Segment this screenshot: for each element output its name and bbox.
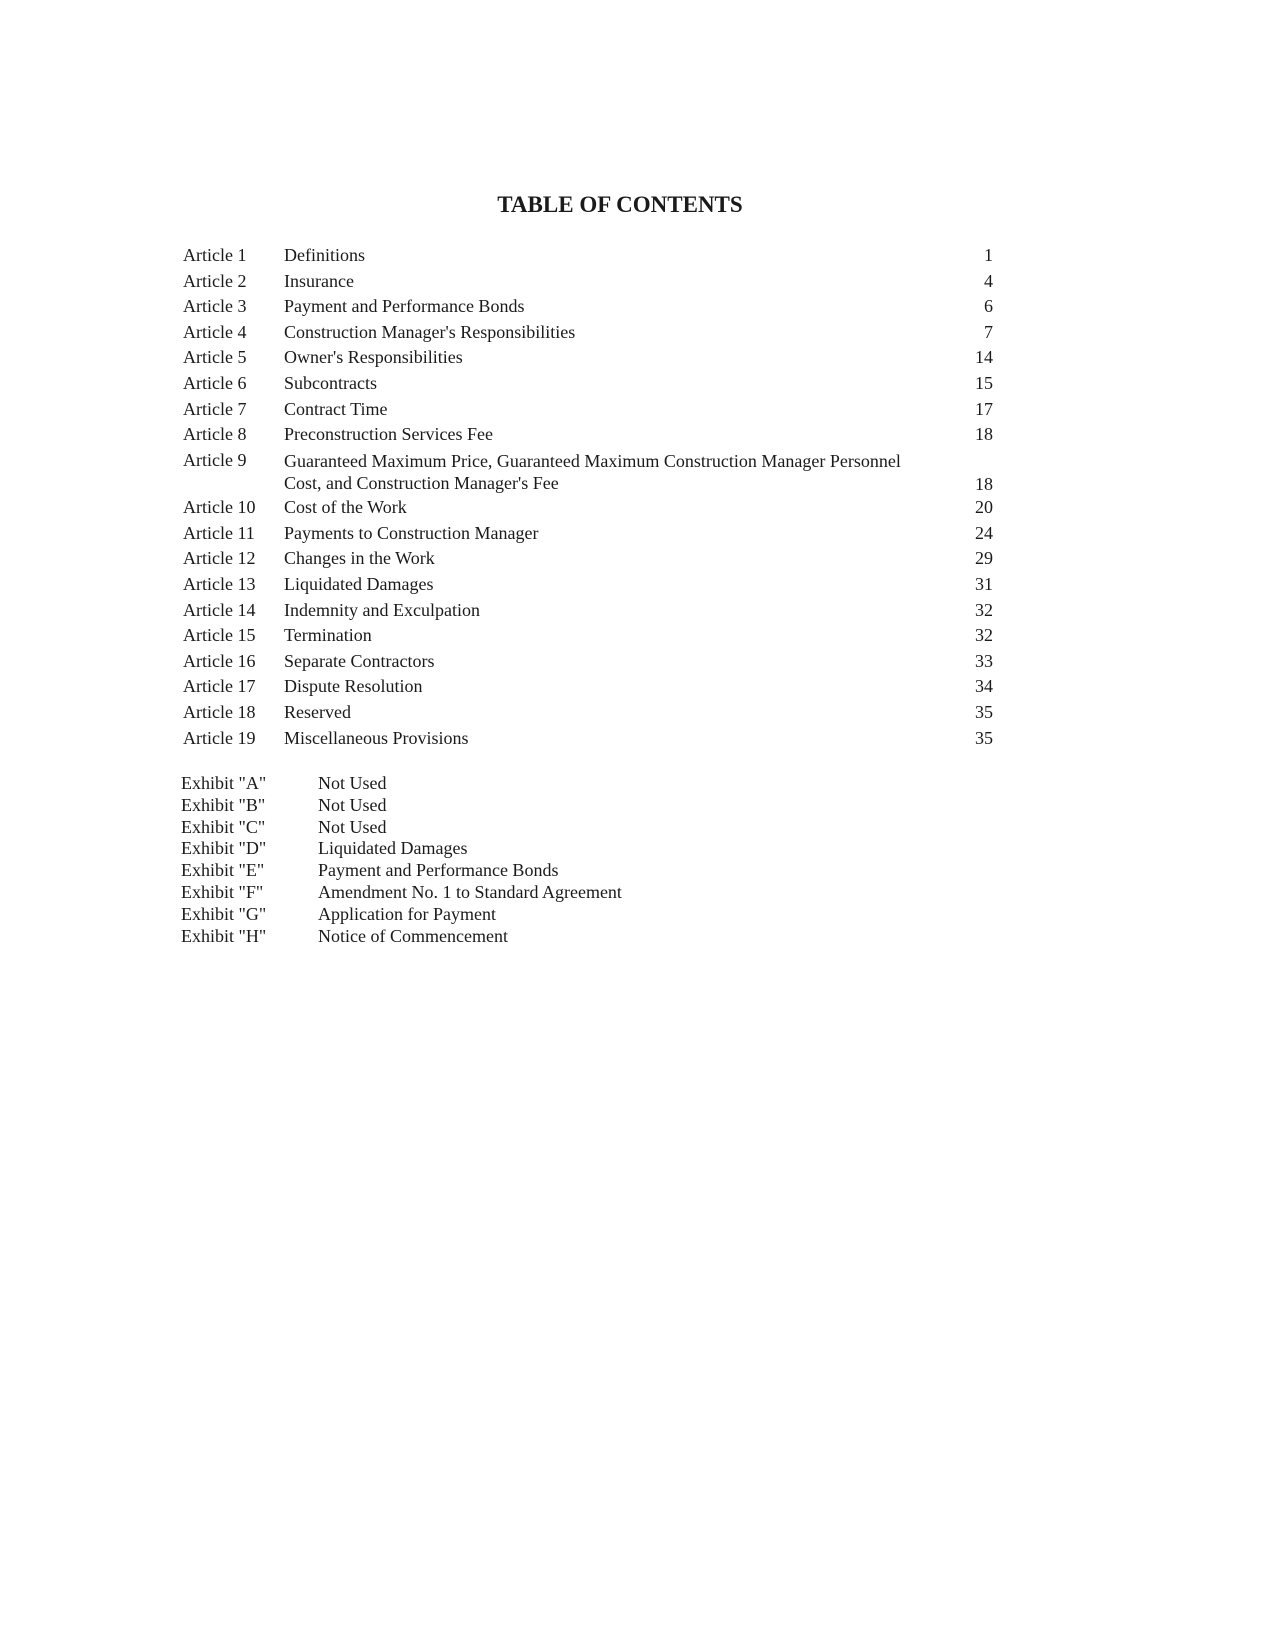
toc-entry: [183, 320, 993, 346]
article-label: Article 7: [183, 398, 247, 419]
toc-entry: [183, 495, 993, 521]
article-label: Article 1: [183, 245, 247, 265]
article-page: 33: [975, 650, 993, 671]
article-page: 7: [984, 321, 993, 342]
toc-entry: [183, 371, 993, 397]
articles-list: [183, 243, 993, 751]
article-page: 31: [975, 574, 993, 595]
article-title: Payments to Construction Manager: [284, 522, 539, 543]
exhibit-entry: [181, 773, 622, 795]
article-title: Payment and Performance Bonds: [284, 296, 525, 317]
toc-entry: [183, 294, 993, 320]
article-label: Article 15: [183, 625, 256, 646]
article-title: Indemnity and Exculpation: [284, 599, 480, 620]
exhibit-label: Exhibit "B": [181, 794, 266, 815]
article-page: 15: [975, 372, 993, 393]
toc-entry: [183, 422, 993, 448]
page-title: TABLE OF CONTENTS: [497, 192, 743, 217]
exhibit-label: Exhibit "A": [181, 773, 267, 793]
article-label: Article 11: [183, 522, 255, 543]
article-title: Reserved: [284, 702, 351, 722]
article-title: Contract Time: [284, 398, 388, 419]
article-page: 14: [975, 347, 993, 368]
exhibit-label: Exhibit "C": [181, 816, 266, 837]
exhibit-label: Exhibit "G": [181, 903, 267, 924]
article-label: Article 19: [183, 727, 256, 748]
exhibit-title: Application for Payment: [318, 903, 496, 924]
exhibit-title: Not Used: [318, 816, 387, 837]
toc-entry: [183, 448, 993, 496]
exhibit-entry: [181, 926, 622, 948]
exhibit-title: Notice of Commencement: [318, 925, 508, 946]
article-title: Liquidated Damages: [284, 574, 434, 595]
toc-entry: [183, 546, 993, 572]
article-title: Insurance: [284, 270, 354, 291]
exhibit-title: Liquidated Damages: [318, 838, 468, 859]
article-page: 32: [975, 599, 993, 620]
article-label: Article 5: [183, 347, 247, 368]
article-label: Article 17: [183, 676, 256, 697]
article-page: 17: [975, 398, 993, 419]
article-label: Article 14: [183, 599, 256, 620]
toc-entry: [183, 598, 993, 624]
toc-entry: [183, 397, 993, 423]
toc-entry: [183, 674, 993, 700]
toc-entry: [183, 521, 993, 547]
article-title: Cost of the Work: [284, 497, 407, 518]
exhibit-entry: [181, 795, 622, 817]
article-title: Definitions: [284, 245, 365, 265]
article-title: Construction Manager's Responsibilities: [284, 321, 576, 342]
article-label: Article 6: [183, 372, 247, 393]
article-title: Termination: [284, 625, 372, 646]
article-page: 18: [975, 474, 993, 495]
article-label: Article 16: [183, 650, 256, 671]
article-page: 6: [984, 296, 993, 317]
toc-entry: [183, 345, 993, 371]
toc-entry: [183, 623, 993, 649]
article-page: 24: [975, 522, 993, 543]
exhibit-entry: [181, 860, 622, 882]
article-title: Changes in the Work: [284, 548, 435, 569]
article-page: 32: [975, 625, 993, 646]
article-label: Article 9: [183, 449, 247, 470]
exhibit-entry: [181, 882, 622, 904]
article-title: Miscellaneous Provisions: [284, 727, 469, 748]
article-title: Guaranteed Maximum Price, Guaranteed Maximum Construction Manager Personnel Cost, and Construction Manager's Fee: [284, 450, 901, 493]
article-title: Subcontracts: [284, 372, 377, 393]
toc-entry: [183, 243, 993, 269]
exhibit-label: Exhibit "F": [181, 881, 264, 902]
article-label: Article 2: [183, 270, 247, 291]
toc-entry: [183, 700, 993, 726]
article-label: Article 13: [183, 574, 256, 595]
article-label: Article 18: [183, 702, 256, 722]
article-title: Dispute Resolution: [284, 676, 423, 697]
exhibits-list: [181, 773, 622, 947]
article-label: Article 3: [183, 296, 247, 317]
toc-entry: [183, 572, 993, 598]
exhibit-label: Exhibit "D": [181, 838, 267, 859]
article-label: Article 8: [183, 424, 247, 445]
article-page: 1: [984, 245, 993, 265]
article-title: Preconstruction Services Fee: [284, 424, 493, 445]
exhibit-entry: [181, 838, 622, 860]
exhibit-title: Payment and Performance Bonds: [318, 860, 559, 881]
exhibit-label: Exhibit "H": [181, 925, 267, 946]
toc-entry: [183, 649, 993, 675]
article-page: 35: [975, 702, 993, 722]
toc-entry: [183, 726, 993, 752]
article-page: 20: [975, 497, 993, 518]
exhibit-label: Exhibit "E": [181, 860, 265, 881]
article-label: Article 4: [183, 321, 247, 342]
exhibit-title: Not Used: [318, 773, 387, 793]
toc-entry: [183, 269, 993, 295]
article-label: Article 12: [183, 548, 256, 569]
article-page: 29: [975, 548, 993, 569]
exhibit-entry: [181, 904, 622, 926]
article-page: 18: [975, 424, 993, 445]
exhibit-title: Not Used: [318, 794, 387, 815]
article-label: Article 10: [183, 497, 256, 518]
article-title: Owner's Responsibilities: [284, 347, 463, 368]
article-page: 4: [984, 270, 993, 291]
article-page: 35: [975, 727, 993, 748]
exhibit-entry: [181, 817, 622, 839]
exhibit-title: Amendment No. 1 to Standard Agreement: [318, 881, 622, 902]
article-title: Separate Contractors: [284, 650, 435, 671]
article-page: 34: [975, 676, 993, 697]
